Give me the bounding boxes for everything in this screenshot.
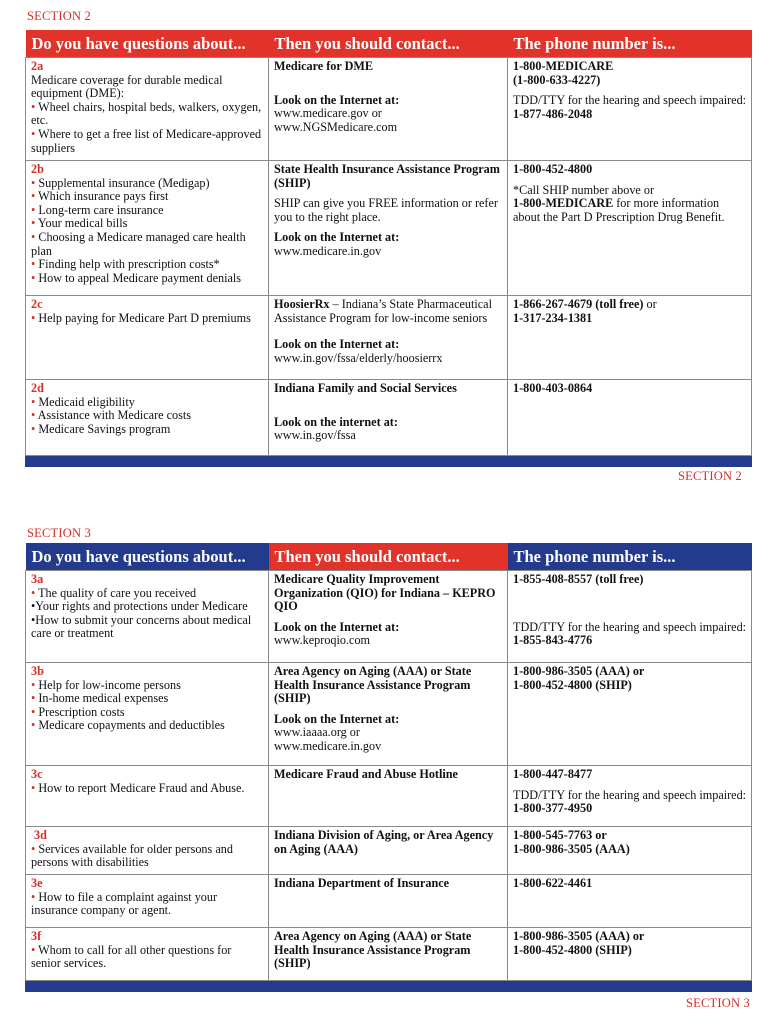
tdd-info: TDD/TTY for the hearing and speech impaired: 1-877-486-2048 [513, 93, 747, 121]
contact-cell [269, 571, 508, 663]
section-2-footer-label: SECTION 2 [678, 469, 742, 483]
question-cell [26, 928, 269, 981]
contact-cell [269, 58, 508, 161]
phone-number: 1-800-986-3505 (AAA) [513, 841, 630, 856]
header-questions: Do you have questions about... [26, 30, 269, 58]
bullet-icon: • [31, 394, 36, 409]
header-phone: The phone number is... [508, 30, 752, 58]
table-row [26, 571, 752, 663]
row-code: 3b [31, 664, 44, 678]
question-cell [26, 571, 269, 663]
phone-number: 1-800-452-4800 (SHIP) [513, 677, 632, 692]
table-row [26, 928, 752, 981]
list-item: • Help paying for Medicare Part D premiums [31, 310, 251, 325]
table-row [26, 380, 752, 456]
list-item: •How to submit your concerns about medical care or treatment [31, 612, 252, 641]
list-item: • In-home medical expenses [31, 691, 169, 706]
tdd-info: TDD/TTY for the hearing and speech impaired: 1-800-377-4950 [513, 787, 747, 816]
bullet-icon: • [31, 126, 36, 141]
contact-cell [269, 663, 508, 766]
bullet-icon: • [31, 229, 36, 244]
row-code: 2d [31, 381, 44, 395]
question-cell [26, 380, 269, 456]
section-3-table [25, 543, 752, 992]
bullet-icon: • [31, 942, 36, 957]
question-cell [26, 58, 269, 161]
phone-cell [508, 571, 752, 663]
contact-cell [269, 928, 508, 981]
website-link[interactable]: www.iaaaa.org or [274, 725, 360, 740]
phone-number: 1-800-986-3505 (AAA) or [513, 664, 645, 678]
row-code: 3d [31, 828, 47, 842]
internet-label: Look on the internet at: [274, 414, 398, 429]
bullet-icon: • [31, 175, 36, 190]
row-code: 2b [31, 162, 44, 176]
contact-name: State Health Insurance Assistance Program (SHIP) [274, 162, 500, 190]
header-phone: The phone number is... [508, 543, 752, 571]
contact-cell [269, 380, 508, 456]
bullet-icon: • [31, 718, 36, 733]
list-item: • How to appeal Medicare payment denials [31, 270, 242, 285]
section-2-table [25, 30, 752, 467]
header-contact: Then you should contact... [269, 543, 508, 571]
phone-number: 1-800-622-4461 [513, 876, 593, 890]
bullet-icon: • [31, 585, 36, 600]
bullet-icon: • [31, 202, 36, 217]
website-link[interactable]: www.in.gov/fssa/elderly/hoosierrx [274, 350, 443, 365]
question-cell [26, 663, 269, 766]
internet-label: Look on the Internet at: [274, 230, 400, 245]
phone-cell [508, 928, 752, 981]
list-item: • How to file a complaint against your insurance company or agent. [31, 889, 218, 918]
list-item: • Which insurance pays first [31, 189, 169, 204]
list-item: • Supplemental insurance (Medigap) [31, 175, 210, 190]
list-item: • Assistance with Medicare costs [31, 408, 191, 423]
phone-number: 1-317-234-1381 [513, 310, 593, 325]
bullet-icon: • [31, 691, 36, 706]
contact-cell [269, 161, 508, 296]
row-code: 3a [31, 572, 44, 586]
bullet-icon: • [31, 780, 36, 795]
internet-label: Look on the Internet at: [274, 711, 400, 726]
list-item: • Services available for older persons and persons with disabilities [31, 841, 233, 870]
list-item: • Medicaid eligibility [31, 394, 135, 409]
contact-name: Area Agency on Aging (AAA) or State Health Insurance Assistance Program (SHIP) [274, 929, 472, 971]
website-link[interactable]: www.in.gov/fssa [274, 428, 356, 443]
phone-cell [508, 380, 752, 456]
list-item: • Your medical bills [31, 216, 128, 231]
tdd-info: TDD/TTY for the hearing and speech impaired: 1-855-843-4776 [513, 619, 747, 648]
bullet-icon: • [31, 310, 36, 325]
list-item: • Long-term care insurance [31, 202, 164, 217]
list-item: • Wheel chairs, hospital beds, walkers, oxygen, etc. [31, 99, 262, 128]
list-item: • Medicare Savings program [31, 421, 171, 436]
list-item: • The quality of care you received [31, 585, 197, 600]
contact-name: Medicare for DME [274, 59, 374, 73]
list-item: • Whom to call for all other questions for senior services. [31, 942, 232, 971]
website-link[interactable]: www.keproqio.com [274, 633, 371, 648]
phone-cell [508, 161, 752, 296]
phone-number: 1-800-MEDICARE [513, 59, 614, 73]
contact-name: Medicare Quality Improvement Organization (QIO) for Indiana – KEPRO QIO [274, 572, 496, 614]
question-cell [26, 827, 269, 875]
website-link[interactable]: www.medicare.in.gov [274, 738, 382, 753]
table-row [26, 766, 752, 827]
contact-cell [269, 766, 508, 827]
contact-cell [269, 296, 508, 380]
footer-bar [26, 456, 752, 467]
list-item: • How to report Medicare Fraud and Abuse. [31, 780, 245, 795]
bullet-icon: • [31, 421, 36, 436]
phone-number: 1-800-986-3505 (AAA) or [513, 929, 645, 943]
table-row [26, 875, 752, 928]
contact-name: Indiana Division of Aging, or Area Agency on Aging (AAA) [274, 828, 494, 856]
website-link[interactable]: www.NGSMedicare.com [274, 119, 398, 134]
table-row [26, 827, 752, 875]
section-3-footer-label: SECTION 3 [686, 996, 750, 1010]
contact-cell [269, 827, 508, 875]
question-intro: Medicare coverage for durable medical equipment (DME): [31, 72, 223, 101]
header-contact: Then you should contact... [269, 30, 508, 58]
list-item: • Prescription costs [31, 704, 125, 719]
row-code: 3e [31, 876, 43, 890]
phone-cell [508, 766, 752, 827]
bullet-icon: • [31, 270, 36, 285]
contact-name: Indiana Family and Social Services [274, 381, 457, 395]
bullet-icon: • [31, 677, 36, 692]
bullet-icon: • [31, 99, 36, 114]
contact-name: Indiana Department of Insurance [274, 876, 450, 890]
phone-cell [508, 58, 752, 161]
section-2-label: SECTION 2 [27, 9, 91, 23]
question-cell [26, 875, 269, 928]
footer-bar [26, 981, 752, 992]
phone-number: 1-800-545-7763 or [513, 828, 607, 842]
phone-cell [508, 875, 752, 928]
ship-note: *Call SHIP number above or 1-800-MEDICARE for more information about the Part D Prescription Drug Benefit. [513, 182, 725, 224]
contact-note: SHIP can give you FREE information or refer you to the right place. [274, 196, 498, 224]
question-cell [26, 161, 269, 296]
list-item: • Choosing a Medicare managed care health plan [31, 229, 246, 258]
phone-number: 1-800-447-8477 [513, 767, 593, 781]
contact-name: HoosierRx – Indiana’s State Pharmaceutical Assistance Program for low-income seniors [274, 297, 492, 325]
table-row [26, 663, 752, 766]
table-row [26, 296, 752, 380]
question-cell [26, 766, 269, 827]
row-code: 2c [31, 297, 43, 311]
internet-label: Look on the Internet at: [274, 92, 400, 107]
row-code: 3f [31, 929, 42, 943]
phone-number: 1-855-408-8557 (toll free) [513, 572, 644, 586]
phone-cell [508, 827, 752, 875]
bullet-icon: • [31, 216, 36, 231]
table-header-row [26, 30, 752, 58]
phone-cell [508, 663, 752, 766]
question-cell [26, 296, 269, 380]
website-link[interactable]: www.medicare.in.gov [274, 243, 382, 258]
list-item: • Help for low-income persons [31, 677, 181, 692]
internet-label: Look on the Internet at: [274, 619, 400, 634]
bullet-icon: • [31, 408, 36, 423]
header-questions: Do you have questions about... [26, 543, 269, 571]
row-code: 3c [31, 767, 43, 781]
contact-name: Medicare Fraud and Abuse Hotline [274, 767, 458, 781]
list-item: • Medicare copayments and deductibles [31, 718, 225, 733]
list-item: • Finding help with prescription costs* [31, 257, 220, 272]
bullet-icon: • [31, 257, 36, 272]
phone-number: 1-800-403-0864 [513, 381, 593, 395]
section-3-label: SECTION 3 [27, 526, 91, 540]
row-code: 2a [31, 59, 44, 73]
bullet-icon: • [31, 889, 36, 904]
phone-number: (1-800-633-4227) [513, 72, 601, 87]
website-link[interactable]: www.medicare.gov or [274, 106, 382, 121]
bullet-icon: • [31, 704, 36, 719]
list-item: •Your rights and protections under Medicare [31, 599, 248, 614]
phone-number: 1-800-452-4800 (SHIP) [513, 942, 632, 957]
internet-label: Look on the Internet at: [274, 337, 400, 352]
phone-number: 1-866-267-4679 (toll free) or [513, 297, 657, 311]
list-item: • Where to get a free list of Medicare-approved suppliers [31, 126, 262, 155]
bullet-icon: • [31, 841, 36, 856]
table-header-row [26, 543, 752, 571]
bullet-icon: • [31, 189, 36, 204]
contact-name: Area Agency on Aging (AAA) or State Health Insurance Assistance Program (SHIP) [274, 664, 472, 706]
phone-cell [508, 296, 752, 380]
phone-number: 1-800-452-4800 [513, 162, 593, 176]
table-row [26, 161, 752, 296]
table-row [26, 58, 752, 161]
contact-cell [269, 875, 508, 928]
